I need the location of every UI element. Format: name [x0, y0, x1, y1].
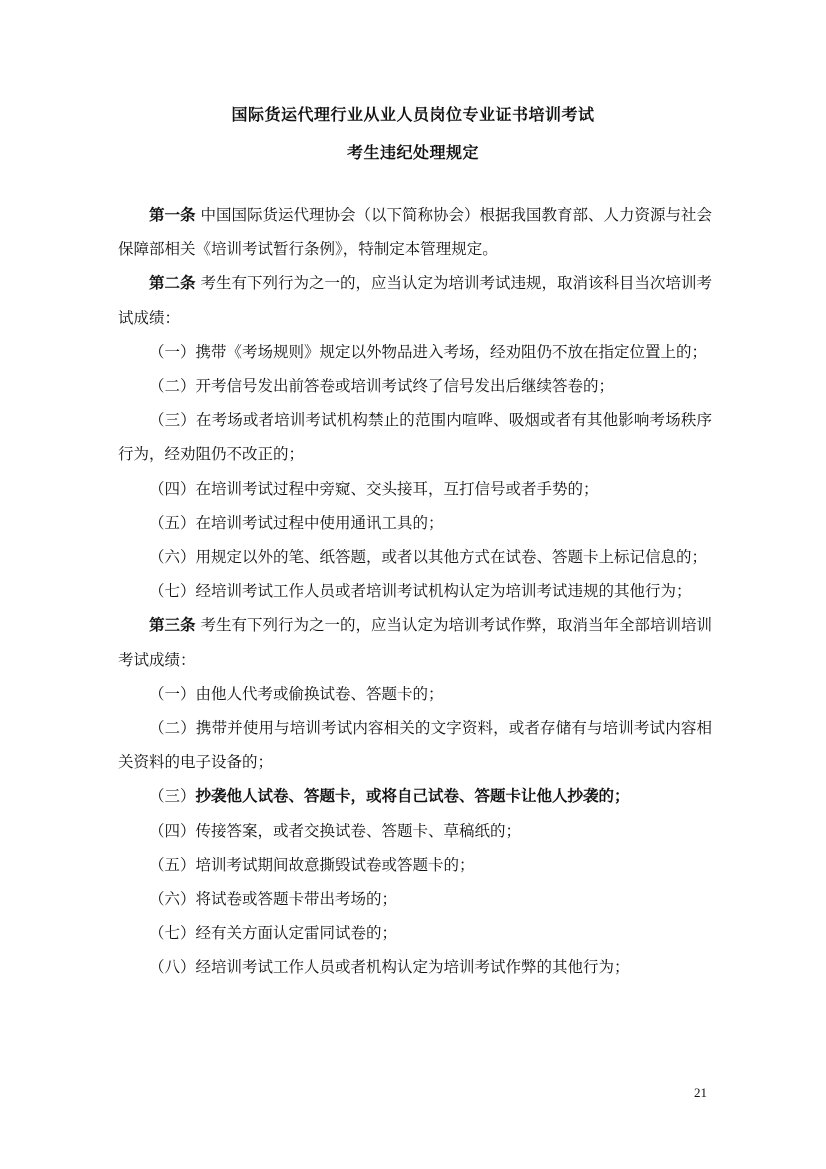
article-3-item-3-number: （三）	[149, 787, 196, 806]
article-1-text: 中国国际货运代理协会（以下简称协会）根据我国教育部、人力资源与社会保障部相关《培训考试暂行条例》，特制定本管理规定。	[118, 206, 712, 259]
article-3-item-8: （八）经培训考试工作人员或者机构认定为培训考试作弊的其他行为；	[149, 958, 630, 977]
article-3-item-4: （四）传接答案，或者交换试卷、答题卡、草稿纸的；	[149, 821, 522, 840]
article-3-item-3	[118, 779, 712, 813]
article-3-label: 第三条	[149, 616, 196, 635]
article-2-item-2: （二）开考信号发出前答卷或培训考试终了信号发出后继续答卷的；	[149, 377, 615, 396]
document-body	[118, 198, 712, 985]
page-number: 21	[694, 1085, 707, 1100]
document-subtitle: 考生违纪处理规定	[346, 143, 479, 162]
article-3-item-3-bold-text: 抄袭他人试卷、答题卡，或将自己试卷、答题卡让他人抄袭的；	[195, 787, 630, 806]
article-2	[118, 266, 712, 334]
document-title: 国际货运代理行业从业人员岗位专业证书培训考试	[231, 105, 595, 124]
article-2-item-6: （六）用规定以外的笔、纸答题，或者以其他方式在试卷、答题卡上标记信息的；	[149, 548, 708, 567]
article-3-item-1: （一）由他人代考或偷换试卷、答题卡的；	[149, 684, 444, 703]
article-2-item-7: （七）经培训考试工作人员或者培训考试机构认定为培训考试违规的其他行为；	[149, 582, 692, 601]
article-1-label: 第一条	[149, 206, 196, 224]
article-2-item-1: （一）携带《考场规则》规定以外物品进入考场，经劝阻仍不放在指定位置上的；	[149, 342, 708, 361]
article-1	[118, 198, 712, 266]
article-2-item-3: （三）在考场或者培训考试机构禁止的范围内喧哗、吸烟或者有其他影响考场秩序行为，经劝阻仍不改正的；	[118, 411, 712, 464]
article-2-item-5: （五）在培训考试过程中使用通讯工具的；	[149, 513, 444, 532]
article-3	[118, 608, 712, 676]
article-3-item-2: （二）携带并使用与培训考试内容相关的文字资料，或者存储有与培训考试内容相关资料的电子设备的；	[118, 719, 712, 772]
article-3-item-6: （六）将试卷或答题卡带出考场的；	[149, 890, 398, 909]
article-3-item-7: （七）经有关方面认定雷同试卷的；	[149, 924, 398, 943]
article-3-text: 考生有下列行为之一的，应当认定为培训考试作弊，取消当年全部培训培训考试成绩：	[118, 616, 712, 669]
article-2-label: 第二条	[149, 274, 196, 293]
article-3-item-5: （五）培训考试期间故意撕毁试卷或答题卡的；	[149, 855, 475, 874]
article-2-text: 考生有下列行为之一的，应当认定为培训考试违规，取消该科目当次培训考试成绩：	[118, 274, 712, 327]
article-2-item-4: （四）在培训考试过程中旁窥、交头接耳，互打信号或者手势的；	[149, 479, 599, 498]
